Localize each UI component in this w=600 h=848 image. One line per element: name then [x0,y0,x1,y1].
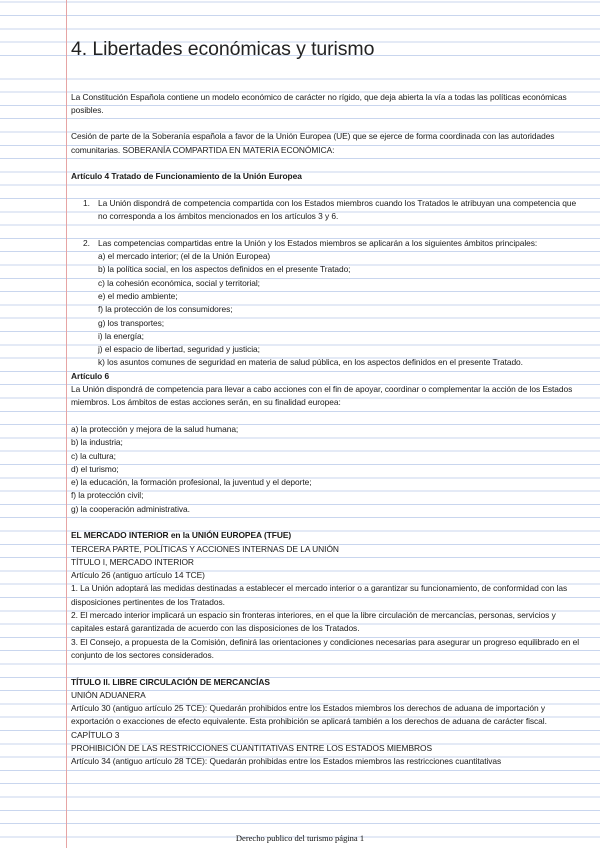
titulo2-heading: TÍTULO II. LIBRE CIRCULACIÓN DE MERCANCÍAS [71,676,270,687]
list-item: a) la protección y mejora de la salud humana; [71,423,239,434]
list-item: e) el medio ambiente; [98,290,178,301]
art4-heading: Artículo 4 Tratado de Funcionamiento de la Unión Europea [71,171,302,182]
art4-item-1-text: La Unión dispondrá de competencia compartida con los Estados miembros cuando los Tratados le atribuyan una competencia que no corresponda a los ámbitos mencionados en los artículos 3 y 6. [98,197,577,222]
text-line: CAPÍTULO 3 [71,729,120,740]
list-item: d) el turismo; [71,463,119,474]
list-item: b) la política social, en los aspectos definidos en el presente Tratado; [98,264,351,275]
art4-item-1 [71,197,586,224]
text-line: 3. El Consejo, a propuesta de la Comisión, definirá las orientaciones y condiciones necesarias para asegurar un progreso equilibrado en el conjunto de los sectores considerados. [71,636,580,660]
intro-paragraph: La Constitución Española contiene un modelo económico de carácter no rígido, que deja abierta la vía a todas las políticas económicas posibles. [71,91,567,115]
page-title: 4. Libertades económicas y turismo [71,38,375,60]
text-line: 1. La Unión adoptará las medidas destinadas a establecer el mercado interior o a garantizar su funcionamiento, de conformidad con las disposiciones pertinentes de los Tratados. [71,583,568,607]
text-line: TÍTULO I, MERCADO INTERIOR [71,556,194,567]
list-item: e) la educación, la formación profesional, la juventud y el deporte; [71,477,312,488]
text-line: TERCERA PARTE, POLÍTICAS Y ACCIONES INTERNAS DE LA UNIÓN [71,543,339,554]
art6-heading: Artículo 6 [71,370,110,381]
list-item: g) los transportes; [98,317,165,328]
list-item: k) los asuntos comunes de seguridad en materia de salud pública, en los aspectos definidos en el presente Tratado. [98,357,523,368]
text-line: UNIÓN ADUANERA [71,689,146,700]
art6-paragraph: La Unión dispondrá de competencia para llevar a cabo acciones con el fin de apoyar, coordinar o complementar la acción de los Estados miembros. Los ámbitos de estas acciones serán, en su finalidad europea: [71,384,573,408]
art4-item-2-number: 2. [83,237,90,248]
text-line: Artículo 34 (antiguo artículo 28 TCE): Quedarán prohibidas entre los Estados miembros las restricciones cuantitativas [71,756,502,767]
margin-rule [66,0,67,848]
mercado-heading: EL MERCADO INTERIOR en la UNIÓN EUROPEA (TFUE) [71,530,292,541]
text-line: Artículo 30 (antiguo artículo 25 TCE): Quedarán prohibidos entre los Estados miembros los derechos de aduana de importación y exportación o exacciones de efecto equivalente. Esta prohibición se aplicará también a los derechos de aduana de carácter fiscal. [71,703,547,727]
text-line: 2. El mercado interior implicará un espacio sin fronteras interiores, en el que la libre circulación de mercancías, personas, servicios y capitales estará garantizada de acuerdo con las disposiciones de los Tratados. [71,610,556,634]
list-item: b) la industria; [71,437,123,448]
text-line: Artículo 26 (antiguo artículo 14 TCE) [71,570,205,581]
art4-item-1-number: 1. [83,197,90,208]
list-item: j) el espacio de libertad, seguridad y justicia; [98,344,260,355]
list-item: i) la energía; [98,330,144,341]
list-item: c) la cohesión económica, social y territorial; [98,277,260,288]
list-item: a) el mercado interior; (el de la Unión Europea) [98,251,271,262]
cesion-paragraph: Cesión de parte de la Soberanía española a favor de la Unión Europea (UE) que se ejerce de forma coordinada con las autoridades comunitarias. SOBERANÍA COMPARTIDA EN MATERIA ECONÓMICA: [71,131,555,155]
art4-item-2-text: Las competencias compartidas entre la Unión y los Estados miembros se aplicarán a los siguientes ámbitos principales: [98,237,538,248]
page-footer: Derecho publico del turismo página 1 [235,833,365,843]
list-item: f) la protección de los consumidores; [98,304,233,315]
art4-sublist [71,250,586,370]
text-line: PROHIBICIÓN DE LAS RESTRICCIONES CUANTITATIVAS ENTRE LOS ESTADOS MIEMBROS [71,743,433,754]
document-body [71,91,586,769]
list-item: f) la protección civil; [71,490,144,501]
list-item: c) la cultura; [71,450,116,461]
art4-item-2 [71,237,586,250]
list-item: g) la cooperación administrativa. [71,503,190,514]
